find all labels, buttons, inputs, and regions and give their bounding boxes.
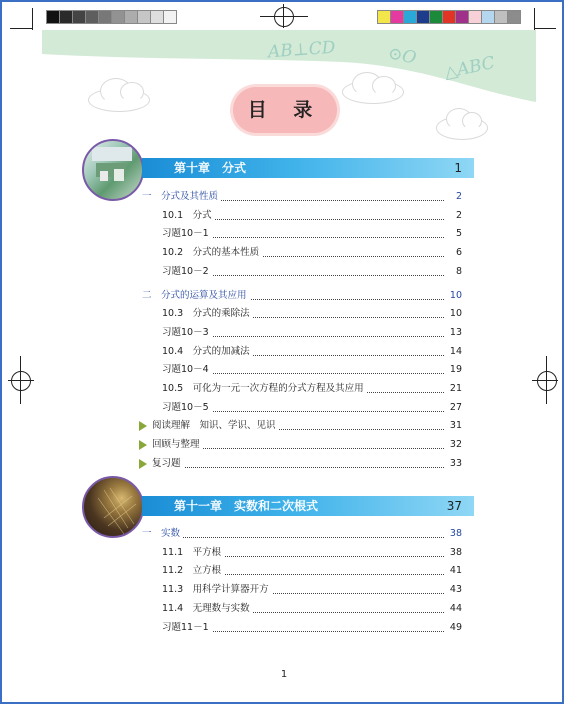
toc-entry[interactable] (162, 363, 462, 377)
gray-swatch (150, 10, 164, 24)
toc-entry[interactable] (162, 209, 462, 223)
toc-entry-page: 43 (449, 584, 462, 596)
toc-entry-page: 2 (455, 191, 462, 202)
registration-line (546, 356, 547, 404)
registration-mark-top (274, 7, 294, 27)
toc-section-entry[interactable] (142, 527, 462, 541)
toc-entry-label: 一 实数 (142, 527, 183, 541)
toc-entry-page: 8 (455, 265, 462, 277)
registration-mark-left (11, 371, 31, 391)
chapter-page-number: 1 (454, 161, 462, 175)
color-swatch (429, 10, 443, 24)
color-swatch (481, 10, 495, 24)
chapter-header[interactable] (142, 496, 474, 516)
toc-entry[interactable] (162, 326, 462, 340)
banner-formula: △ABC (442, 52, 497, 84)
toc-extra-entry[interactable] (152, 438, 462, 452)
toc-entry-page: 5 (455, 228, 462, 240)
toc-entry[interactable] (162, 227, 462, 241)
toc-entry-label: 10.3 分式的乘除法 (162, 307, 253, 321)
toc-entry-label: 10.4 分式的加减法 (162, 345, 253, 359)
toc-entry-page: 10 (449, 308, 462, 320)
toc-entry-page: 49 (449, 621, 462, 633)
crop-mark (32, 8, 33, 30)
banner-formula: ⊙O (386, 43, 418, 69)
banner-formula: AB⊥CD (267, 37, 337, 63)
crop-mark (534, 8, 535, 30)
color-swatch (416, 10, 430, 24)
toc-entry-label: 习题10－2 (162, 265, 212, 279)
toc-entry-page: 32 (449, 439, 462, 451)
toc-entry-label: 习题10－5 (162, 401, 212, 415)
toc-entry-page: 33 (449, 457, 462, 469)
gray-swatch (98, 10, 112, 24)
toc-entry-label: 10.2 分式的基本性质 (162, 246, 262, 260)
page-title: 目 录 (233, 87, 337, 133)
toc-entry[interactable] (162, 602, 462, 616)
registration-mark-right (537, 371, 557, 391)
toc-entry[interactable] (162, 307, 462, 321)
toc-entry-page: 38 (449, 528, 462, 539)
gray-swatch (163, 10, 177, 24)
toc-entry-page: 41 (449, 565, 462, 577)
toc-entry-page: 27 (449, 401, 462, 413)
toc-entry-label: 复习题 (152, 457, 184, 471)
dot-leader (142, 537, 444, 538)
crop-mark (10, 28, 32, 29)
toc-entry[interactable] (162, 265, 462, 279)
toc-extra-entry[interactable] (152, 419, 462, 433)
toc-entry-page: 13 (449, 326, 462, 338)
color-swatch (377, 10, 391, 24)
toc-entry[interactable] (162, 564, 462, 578)
toc-entry-label: 11.1 平方根 (162, 546, 224, 560)
gray-swatch (137, 10, 151, 24)
color-swatch (390, 10, 404, 24)
gray-swatch (46, 10, 60, 24)
toc-entry-label: 11.2 立方根 (162, 564, 224, 578)
toc-entry-label: 习题10－3 (162, 326, 212, 340)
toc-section-entry[interactable] (142, 190, 462, 204)
color-swatch (468, 10, 482, 24)
registration-line (283, 4, 284, 28)
toc-entry[interactable] (162, 401, 462, 415)
gray-swatch (111, 10, 125, 24)
chapter-photo (82, 139, 144, 201)
gray-swatch (59, 10, 73, 24)
toc-entry-label: 11.3 用科学计算器开方 (162, 583, 272, 597)
crop-mark (534, 28, 556, 29)
toc-entry-label: 阅读理解 知识、学识、见识 (152, 419, 279, 433)
gray-swatch (85, 10, 99, 24)
toc-entry[interactable] (162, 345, 462, 359)
toc-entry-label: 11.4 无理数与实数 (162, 602, 253, 616)
chapter-title: 第十章 分式 (174, 161, 247, 175)
triangle-bullet-icon (139, 440, 147, 450)
chapter-photo (82, 476, 144, 538)
toc-entry-label: 习题10－1 (162, 227, 212, 241)
triangle-bullet-icon (139, 421, 147, 431)
toc-entry-label: 一 分式及其性质 (142, 190, 221, 204)
toc-entry[interactable] (162, 382, 462, 396)
color-swatch (403, 10, 417, 24)
toc-entry-label: 回顾与整理 (152, 438, 203, 452)
toc-entry-label: 10.1 分式 (162, 209, 215, 223)
chapter-header[interactable] (142, 158, 474, 178)
toc-entry-page: 6 (455, 247, 462, 259)
color-swatch (494, 10, 508, 24)
toc-entry[interactable] (162, 246, 462, 260)
registration-line (20, 356, 21, 404)
color-swatch (455, 10, 469, 24)
color-swatch (507, 10, 521, 24)
footer-page-number: 1 (280, 669, 288, 680)
triangle-bullet-icon (139, 459, 147, 469)
toc-entry[interactable] (162, 583, 462, 597)
toc-extra-entry[interactable] (152, 457, 462, 471)
toc-entry-label: 10.5 可化为一元一次方程的分式方程及其应用 (162, 382, 367, 396)
toc-entry-page: 21 (449, 383, 462, 394)
toc-entry-page: 19 (449, 364, 462, 376)
toc-entry-label: 二 分式的运算及其应用 (142, 289, 250, 303)
toc-entry-page: 38 (449, 546, 462, 558)
toc-entry-page: 31 (449, 420, 462, 432)
toc-entry-label: 习题10－4 (162, 363, 212, 377)
toc-entry-page: 2 (455, 209, 462, 221)
toc-entry[interactable] (162, 546, 462, 560)
toc-entry[interactable] (162, 621, 462, 635)
toc-entry-page: 44 (449, 602, 462, 614)
chapter-title: 第十一章 实数和二次根式 (174, 499, 319, 513)
toc-entry-page: 14 (449, 345, 462, 357)
toc-section-entry[interactable] (142, 289, 462, 303)
toc-entry-page: 10 (449, 289, 462, 301)
chapter-page-number: 37 (446, 499, 462, 513)
gray-swatch (72, 10, 86, 24)
gray-swatch (124, 10, 138, 24)
toc-entry-label: 习题11－1 (162, 621, 212, 635)
color-swatch (442, 10, 456, 24)
dot-leader (152, 467, 444, 468)
